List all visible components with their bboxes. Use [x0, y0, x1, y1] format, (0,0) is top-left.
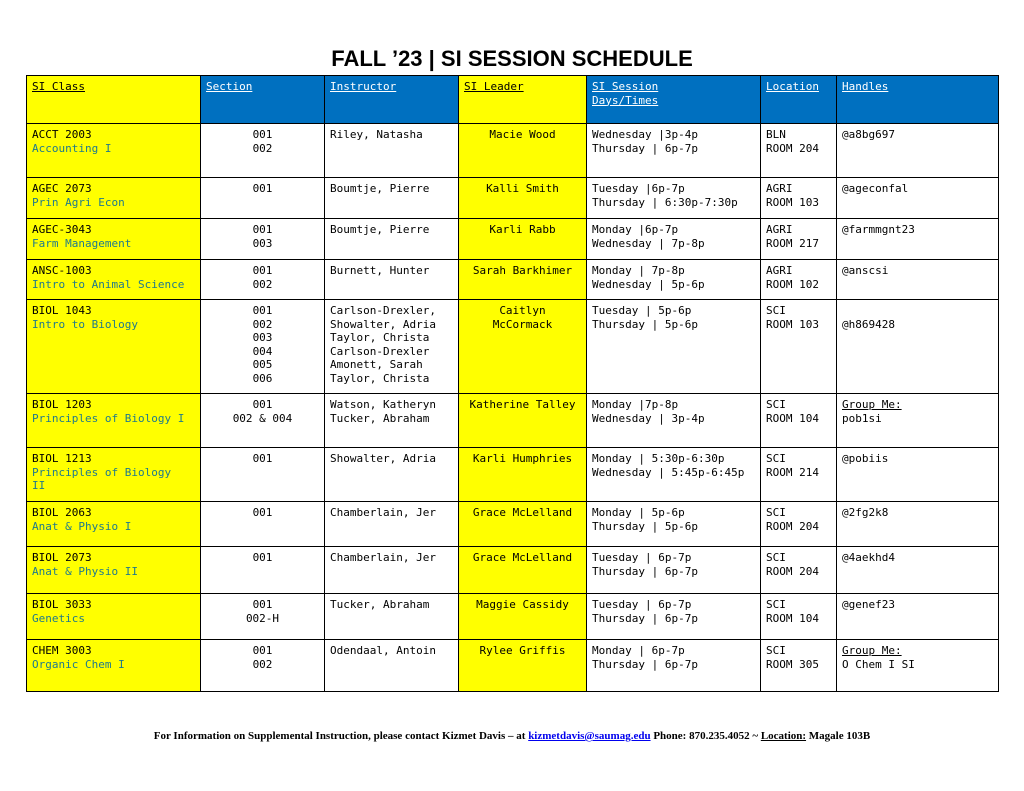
header-section: Section: [201, 76, 325, 124]
instructor-name: Tucker, Abraham: [330, 411, 430, 425]
instructor-cell: [325, 124, 459, 178]
session-time: Monday | 7p-8p: [592, 264, 685, 277]
footer-phone: Phone: 870.235.4052 ~: [653, 730, 759, 742]
handle-text: @ageconfal: [842, 182, 909, 195]
section-number: 001: [252, 551, 273, 564]
instructor-cell: [325, 502, 459, 547]
instructor-name: Taylor, Christa: [330, 331, 430, 344]
header-handles: Handles: [837, 76, 999, 124]
section-cell: [201, 394, 325, 448]
instructor-name: Chamberlain, Jer: [330, 506, 436, 519]
location-text: ROOM 305: [766, 657, 819, 671]
handles-cell: [837, 260, 999, 300]
location-cell: [761, 300, 837, 394]
section-cell: [201, 300, 325, 394]
table-row: [27, 640, 999, 692]
section-number: 001: [252, 506, 273, 519]
session-time: Thursday | 6p-7p: [592, 564, 698, 578]
handle-text: @anscsi: [842, 264, 889, 277]
class-code: ACCT 2003: [32, 128, 92, 141]
session-cell: [587, 394, 761, 448]
footer-location-label: Location:: [760, 730, 807, 742]
leader-cell: [459, 260, 587, 300]
location-text: ROOM 104: [766, 611, 819, 625]
leader-name: Maggie Cassidy: [476, 598, 569, 611]
leader-cell: [459, 594, 587, 640]
location-text: ROOM 204: [766, 564, 819, 578]
leader-cell: [459, 502, 587, 547]
class-name: Accounting I: [32, 141, 112, 155]
class-name: Intro to Animal Science: [32, 277, 185, 291]
leader-name: Grace McLelland: [472, 551, 573, 564]
class-name: Principles of Biology I: [32, 411, 185, 425]
class-name: Principles of Biology: [32, 465, 172, 479]
class-cell: [27, 300, 201, 394]
instructor-cell: [325, 448, 459, 502]
leader-cell: [459, 178, 587, 219]
handles-cell: [837, 178, 999, 219]
table-row: [27, 178, 999, 219]
leader-name: McCormack: [492, 317, 553, 331]
class-name-cont: II: [32, 479, 46, 492]
location-text: SCI: [766, 506, 786, 519]
session-time: Wednesday | 7p-8p: [592, 236, 705, 250]
section-number: 001: [252, 182, 273, 195]
session-cell: [587, 547, 761, 594]
location-text: SCI: [766, 398, 786, 411]
class-code: ANSC-1003: [32, 264, 92, 277]
instructor-cell: [325, 300, 459, 394]
handles-cell: [837, 594, 999, 640]
instructor-cell: [325, 547, 459, 594]
section-number: 004: [252, 344, 273, 358]
class-name: Farm Management: [32, 236, 132, 250]
leader-cell: [459, 394, 587, 448]
table-row: [27, 260, 999, 300]
leader-name: Caitlyn: [499, 304, 546, 317]
class-cell: [27, 594, 201, 640]
footer-location: Magale 103B: [808, 730, 871, 742]
table-row: [27, 300, 999, 394]
handle-text: @farmmgnt23: [842, 223, 915, 236]
leader-cell: [459, 219, 587, 260]
section-cell: [201, 178, 325, 219]
handles-label: Group Me:: [842, 398, 902, 411]
section-number: 002: [252, 317, 273, 331]
handles-cell: [837, 219, 999, 260]
location-text: ROOM 102: [766, 277, 819, 291]
handles-label: Group Me:: [842, 644, 902, 657]
class-code: BIOL 2063: [32, 506, 92, 519]
instructor-cell: [325, 260, 459, 300]
class-code: BIOL 3033: [32, 598, 92, 611]
section-number: 005: [252, 358, 273, 371]
location-text: SCI: [766, 452, 786, 465]
instructor-cell: [325, 178, 459, 219]
handle-text: @h869428: [842, 317, 895, 331]
table-row: [27, 394, 999, 448]
class-cell: [27, 448, 201, 502]
handles-cell: [837, 502, 999, 547]
session-time: Thursday | 6:30p-7:30p: [592, 195, 738, 209]
session-time: Wednesday | 5:45p-6:45p: [592, 465, 745, 479]
handle-text: O Chem I SI: [842, 657, 915, 671]
section-cell: [201, 260, 325, 300]
location-text: ROOM 204: [766, 519, 819, 533]
handle-text: @a8bg697: [842, 128, 895, 141]
session-time: Wednesday |3p-4p: [592, 128, 698, 141]
section-number: 001: [252, 598, 273, 611]
header-si-class: SI Class: [27, 76, 201, 124]
leader-name: Rylee Griffis: [479, 644, 566, 657]
section-number: 001: [252, 223, 273, 236]
session-time: Monday | 6p-7p: [592, 644, 685, 657]
section-cell: [201, 219, 325, 260]
class-cell: [27, 502, 201, 547]
session-cell: [587, 124, 761, 178]
section-number: 006: [252, 371, 273, 385]
class-code: BIOL 1213: [32, 452, 92, 465]
leader-cell: [459, 547, 587, 594]
section-number: 001: [252, 398, 273, 411]
leader-name: Katherine Talley: [469, 398, 576, 411]
section-cell: [201, 594, 325, 640]
instructor-name: Riley, Natasha: [330, 128, 423, 141]
table-row: [27, 502, 999, 547]
location-text: ROOM 214: [766, 465, 819, 479]
location-cell: [761, 219, 837, 260]
leader-name: Karli Rabb: [489, 223, 556, 236]
location-text: ROOM 217: [766, 236, 819, 250]
handle-text: @genef23: [842, 598, 895, 611]
instructor-cell: [325, 394, 459, 448]
section-number: 002 & 004: [232, 411, 293, 425]
section-cell: [201, 502, 325, 547]
section-number: 002-H: [245, 611, 280, 625]
instructor-name: Boumtje, Pierre: [330, 182, 430, 195]
location-text: AGRI: [766, 223, 793, 236]
instructor-cell: [325, 594, 459, 640]
location-cell: [761, 640, 837, 692]
session-time: Monday | 5:30p-6:30p: [592, 452, 725, 465]
handle-text: pob1si: [842, 411, 882, 425]
location-cell: [761, 594, 837, 640]
class-cell: [27, 124, 201, 178]
class-name: Intro to Biology: [32, 317, 138, 331]
location-text: ROOM 104: [766, 411, 819, 425]
instructor-cell: [325, 219, 459, 260]
leader-name: Kalli Smith: [486, 182, 559, 195]
session-time: Thursday | 6p-7p: [592, 611, 698, 625]
class-name: Genetics: [32, 611, 85, 625]
instructor-name: Carlson-Drexler: [330, 344, 430, 358]
section-cell: [201, 124, 325, 178]
table-row: [27, 124, 999, 178]
class-code: AGEC-3043: [32, 223, 92, 236]
section-number: 001: [252, 264, 273, 277]
class-name: Anat & Physio I: [32, 519, 132, 533]
section-cell: [201, 547, 325, 594]
table-row: [27, 547, 999, 594]
class-name: Prin Agri Econ: [32, 195, 125, 209]
instructor-name: Burnett, Hunter: [330, 264, 430, 277]
handles-cell: [837, 547, 999, 594]
session-cell: [587, 594, 761, 640]
section-number: 001: [252, 452, 273, 465]
session-cell: [587, 502, 761, 547]
class-cell: [27, 394, 201, 448]
instructor-name: Taylor, Christa: [330, 371, 430, 385]
section-number: 002: [252, 141, 273, 155]
footer-text: For Information on Supplemental Instruction, please contact Kizmet Davis – at: [153, 730, 526, 742]
handles-cell: [837, 448, 999, 502]
handles-cell: [837, 640, 999, 692]
header-row: [27, 76, 999, 124]
location-cell: [761, 502, 837, 547]
location-text: BLN: [766, 128, 786, 141]
session-time: Thursday | 5p-6p: [592, 317, 698, 331]
handles-cell: [837, 394, 999, 448]
session-cell: [587, 300, 761, 394]
header-session: SI Session Days/Times: [587, 76, 761, 124]
session-cell: [587, 219, 761, 260]
handle-text: @2fg2k8: [842, 506, 889, 519]
location-text: SCI: [766, 551, 786, 564]
leader-name: Grace McLelland: [472, 506, 573, 519]
class-code: AGEC 2073: [32, 182, 92, 195]
instructor-name: Showalter, Adria: [330, 317, 436, 331]
session-time: Monday |6p-7p: [592, 223, 679, 236]
leader-name: Karli Humphries: [472, 452, 573, 465]
instructor-name: Odendaal, Antoin: [330, 644, 436, 657]
class-cell: [27, 178, 201, 219]
session-time: Wednesday | 5p-6p: [592, 277, 705, 291]
location-cell: [761, 124, 837, 178]
session-time: Thursday | 5p-6p: [592, 519, 698, 533]
section-number: 001: [252, 304, 273, 317]
location-text: ROOM 103: [766, 317, 819, 331]
section-number: 002: [252, 277, 273, 291]
location-cell: [761, 394, 837, 448]
session-cell: [587, 178, 761, 219]
session-cell: [587, 260, 761, 300]
leader-name: Macie Wood: [489, 128, 556, 141]
location-text: ROOM 204: [766, 141, 819, 155]
table-row: [27, 594, 999, 640]
header-instructor: Instructor: [325, 76, 459, 124]
header-location: Location: [761, 76, 837, 124]
location-cell: [761, 260, 837, 300]
leader-cell: [459, 300, 587, 394]
class-cell: [27, 219, 201, 260]
session-time: Tuesday |6p-7p: [592, 182, 685, 195]
class-name: Anat & Physio II: [32, 564, 138, 578]
class-code: CHEM 3003: [32, 644, 92, 657]
class-cell: [27, 260, 201, 300]
session-time: Wednesday | 3p-4p: [592, 411, 705, 425]
section-number: 001: [252, 644, 273, 657]
section-number: 001: [252, 128, 273, 141]
session-time: Tuesday | 6p-7p: [592, 551, 692, 564]
footer: [0, 730, 1024, 742]
location-text: SCI: [766, 644, 786, 657]
session-time: Monday |7p-8p: [592, 398, 679, 411]
handles-cell: [837, 124, 999, 178]
email-link[interactable]: kizmetdavis@saumag.edu: [528, 730, 651, 742]
section-cell: [201, 640, 325, 692]
instructor-name: Carlson-Drexler,: [330, 304, 436, 317]
session-time: Monday | 5p-6p: [592, 506, 685, 519]
table-row: [27, 448, 999, 502]
instructor-name: Chamberlain, Jer: [330, 551, 436, 564]
location-text: SCI: [766, 598, 786, 611]
instructor-name: Watson, Katheryn: [330, 398, 436, 411]
instructor-name: Showalter, Adria: [330, 452, 436, 465]
location-cell: [761, 448, 837, 502]
location-text: ROOM 103: [766, 195, 819, 209]
handle-text: [842, 304, 993, 318]
leader-name: Sarah Barkhimer: [472, 264, 573, 277]
leader-cell: [459, 640, 587, 692]
instructor-name: Boumtje, Pierre: [330, 223, 430, 236]
class-name: Organic Chem I: [32, 657, 125, 671]
leader-cell: [459, 124, 587, 178]
instructor-name: Tucker, Abraham: [330, 598, 430, 611]
instructor-cell: [325, 640, 459, 692]
location-text: SCI: [766, 304, 786, 317]
session-cell: [587, 640, 761, 692]
table-row: [27, 219, 999, 260]
session-time: Tuesday | 6p-7p: [592, 598, 692, 611]
leader-cell: [459, 448, 587, 502]
section-number: 003: [252, 331, 273, 344]
location-cell: [761, 178, 837, 219]
session-cell: [587, 448, 761, 502]
handle-text: @4aekhd4: [842, 551, 895, 564]
section-number: 002: [252, 657, 273, 671]
class-code: BIOL 2073: [32, 551, 92, 564]
location-cell: [761, 547, 837, 594]
schedule-table: [26, 75, 999, 692]
class-code: BIOL 1203: [32, 398, 92, 411]
session-time: Thursday | 6p-7p: [592, 657, 698, 671]
header-si-leader: SI Leader: [459, 76, 587, 124]
instructor-name: Amonett, Sarah: [330, 358, 423, 371]
location-text: AGRI: [766, 182, 793, 195]
location-text: AGRI: [766, 264, 793, 277]
page-title: FALL ’23 | SI SESSION SCHEDULE: [331, 46, 693, 71]
class-cell: [27, 640, 201, 692]
handles-cell: [837, 300, 999, 394]
handle-text: @pobiis: [842, 452, 889, 465]
session-time: Thursday | 6p-7p: [592, 141, 698, 155]
class-code: BIOL 1043: [32, 304, 92, 317]
class-cell: [27, 547, 201, 594]
section-cell: [201, 448, 325, 502]
section-number: 003: [252, 236, 273, 250]
session-time: Tuesday | 5p-6p: [592, 304, 692, 317]
